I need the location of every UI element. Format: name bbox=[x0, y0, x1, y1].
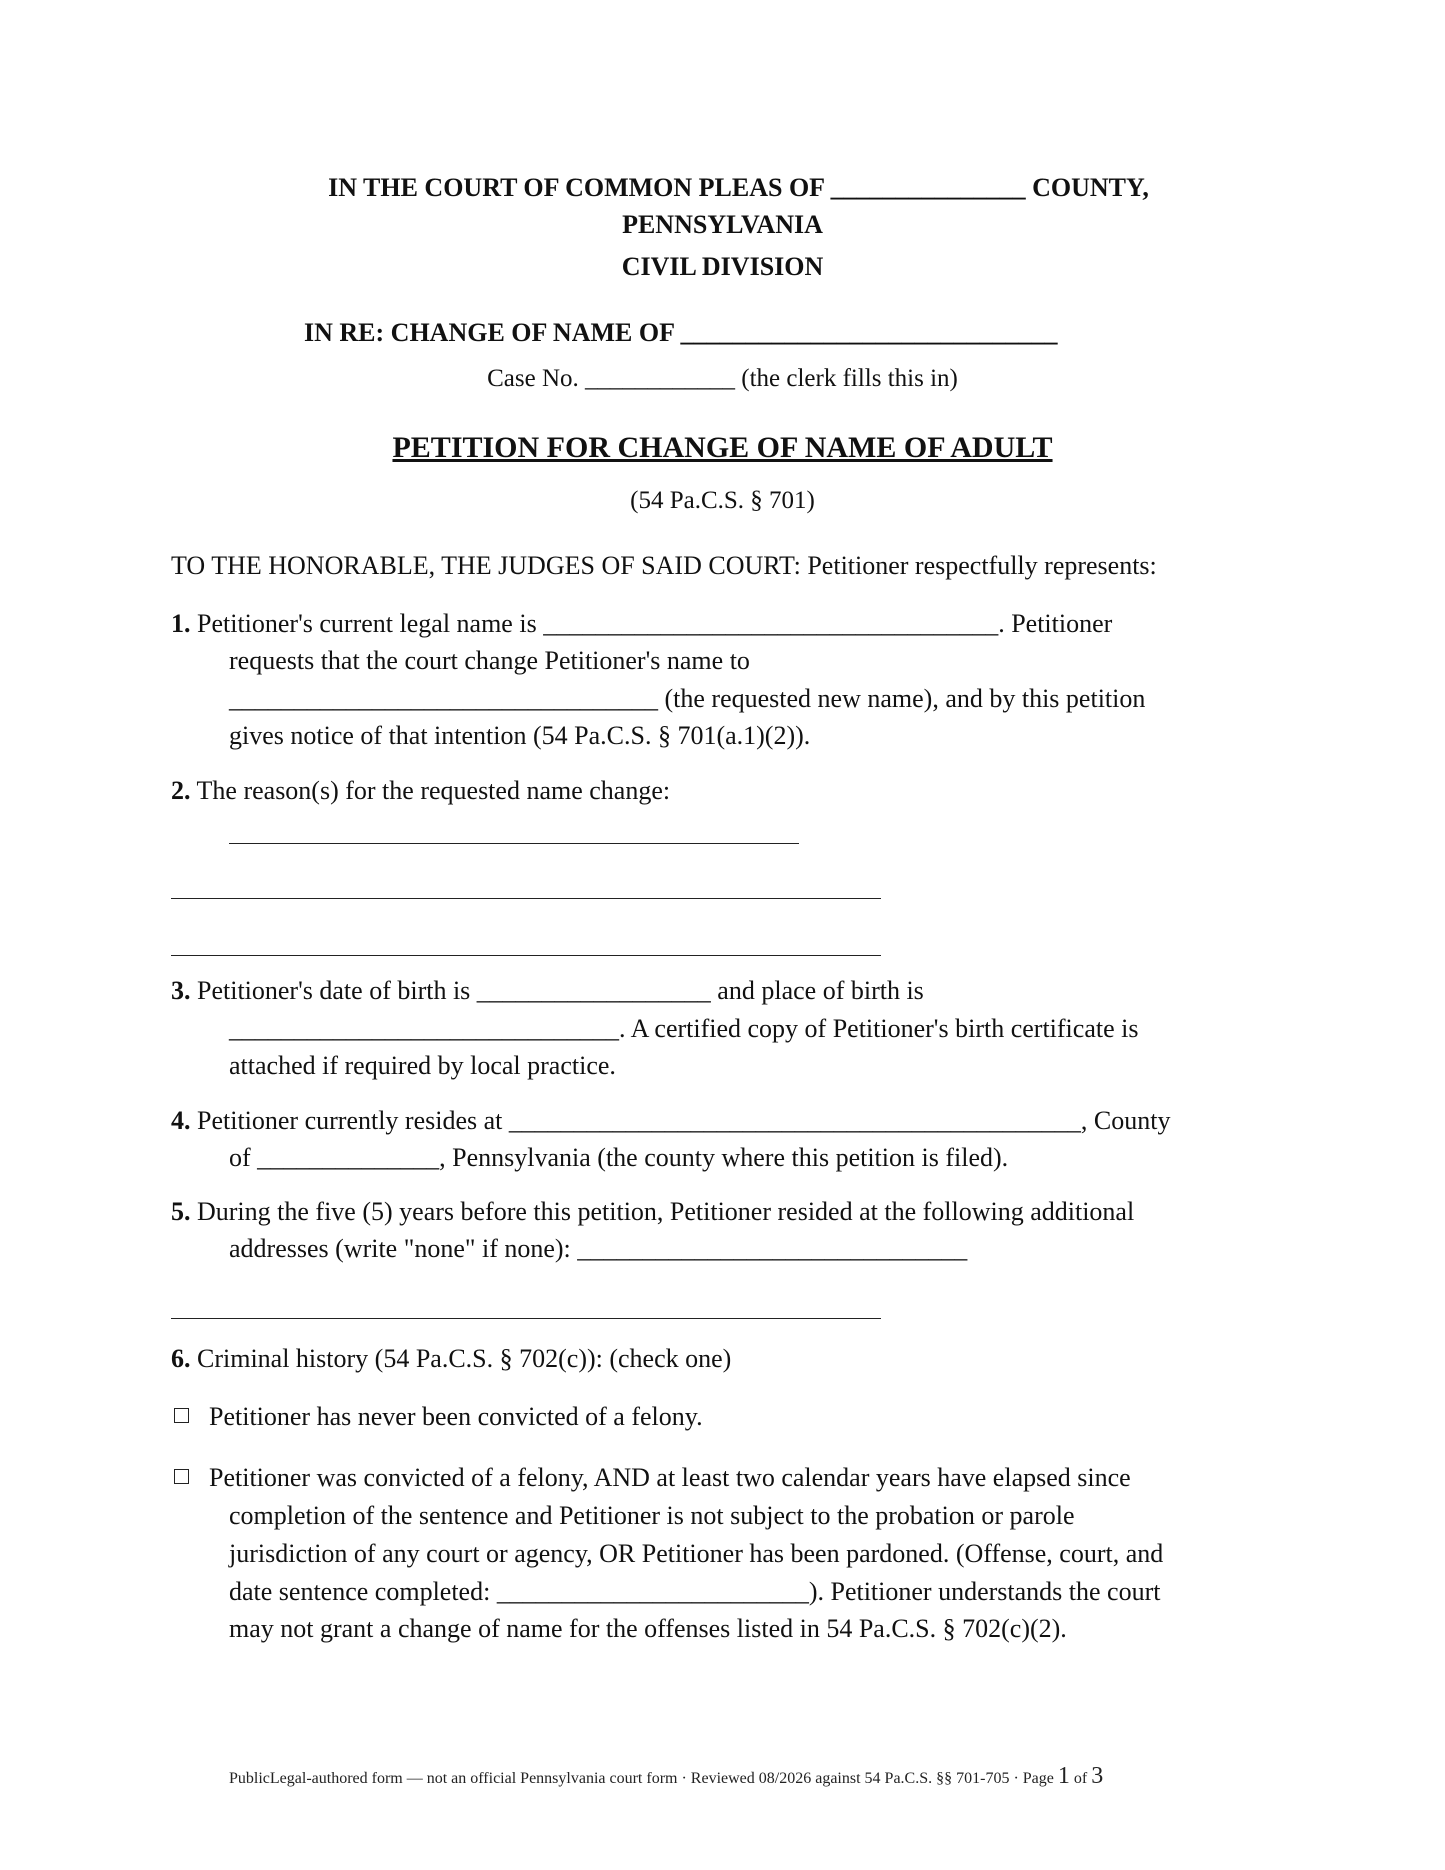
item-text: Petitioner's date of birth is __________________ and place of birth is bbox=[197, 976, 924, 1005]
reason-blank-3[interactable] bbox=[171, 955, 881, 956]
item-number: 3. bbox=[171, 976, 191, 1005]
item-1-line-1 bbox=[171, 609, 1112, 639]
item-1-line-4: gives notice of that intention (54 Pa.C.S. § 701(a.1)(2)). bbox=[229, 721, 811, 750]
item-text: The reason(s) for the requested name change: bbox=[196, 776, 671, 805]
address-blank[interactable] bbox=[171, 1318, 881, 1319]
checkbox-convicted[interactable] bbox=[174, 1469, 189, 1484]
item-number: 5. bbox=[171, 1197, 191, 1226]
footer-page-total: 3 bbox=[1091, 1763, 1104, 1789]
page-footer bbox=[229, 1763, 1103, 1790]
option-convicted-line-1: Petitioner was convicted of a felony, AND at least two calendar years have elapsed since bbox=[209, 1463, 1131, 1492]
checkbox-never-convicted[interactable] bbox=[174, 1408, 189, 1423]
division-heading: CIVIL DIVISION bbox=[621, 252, 824, 281]
salutation: TO THE HONORABLE, THE JUDGES OF SAID COURT: Petitioner respectfully represents: bbox=[171, 551, 1157, 580]
item-number: 6. bbox=[171, 1344, 191, 1373]
court-heading: IN THE COURT OF COMMON PLEAS OF _______________ COUNTY, bbox=[328, 173, 1149, 202]
item-1-line-2: requests that the court change Petitioner's name to bbox=[229, 646, 750, 675]
footer-page-number: 1 bbox=[1057, 1763, 1070, 1789]
item-text: During the five (5) years before this petition, Petitioner resided at the following additional bbox=[197, 1197, 1135, 1226]
item-5-line-2: addresses (write "none" if none): ______________________________ bbox=[229, 1234, 968, 1263]
item-1-line-3: _________________________________ (the requested new name), and by this petition bbox=[229, 684, 1146, 713]
state-heading: PENNSYLVANIA bbox=[622, 210, 823, 239]
option-convicted-line-2: completion of the sentence and Petitioner is not subject to the probation or parole bbox=[229, 1501, 1075, 1530]
item-5-line-1 bbox=[171, 1197, 1134, 1227]
item-3-line-3: attached if required by local practice. bbox=[229, 1051, 616, 1080]
footer-text: PublicLegal-authored form — not an official Pennsylvania court form · Reviewed 08/2026 against 54 Pa.C.S. §§ 701-705 · Page bbox=[229, 1770, 1054, 1787]
footer-of: of bbox=[1073, 1770, 1088, 1787]
case-number: Case No. ____________ (the clerk fills this in) bbox=[487, 365, 958, 392]
option-convicted-line-5: may not grant a change of name for the offenses listed in 54 Pa.C.S. § 702(c)(2). bbox=[229, 1614, 1067, 1643]
item-text: Criminal history (54 Pa.C.S. § 702(c)): (check one) bbox=[197, 1344, 732, 1373]
statute-citation: (54 Pa.C.S. § 701) bbox=[630, 487, 815, 514]
option-convicted-line-4: date sentence completed: ________________________). Petitioner understands the court bbox=[229, 1577, 1161, 1606]
item-3-line-1 bbox=[171, 976, 924, 1006]
reason-blank-1[interactable] bbox=[229, 843, 799, 844]
document-title: PETITION FOR CHANGE OF NAME OF ADULT bbox=[392, 431, 1053, 464]
item-number: 2. bbox=[171, 776, 191, 805]
item-6-line-1 bbox=[171, 1344, 731, 1374]
option-never-convicted: Petitioner has never been convicted of a felony. bbox=[209, 1402, 703, 1431]
item-number: 4. bbox=[171, 1106, 191, 1135]
option-convicted-line-3: jurisdiction of any court or agency, OR Petitioner has been pardoned. (Offense, court, and bbox=[229, 1539, 1164, 1568]
in-re-caption: IN RE: CHANGE OF NAME OF _____________________________ bbox=[304, 318, 1058, 347]
item-text: Petitioner's current legal name is ___________________________________. Petitioner bbox=[197, 609, 1113, 638]
item-number: 1. bbox=[171, 609, 191, 638]
item-4-line-1 bbox=[171, 1106, 1170, 1136]
item-4-line-2: of ______________, Pennsylvania (the county where this petition is filed). bbox=[229, 1143, 1009, 1172]
item-text: Petitioner currently resides at ____________________________________________, County bbox=[197, 1106, 1171, 1135]
item-3-line-2: ______________________________. A certified copy of Petitioner's birth certificate is bbox=[229, 1014, 1139, 1043]
reason-blank-2[interactable] bbox=[171, 898, 881, 899]
item-2-line-1 bbox=[171, 776, 670, 806]
